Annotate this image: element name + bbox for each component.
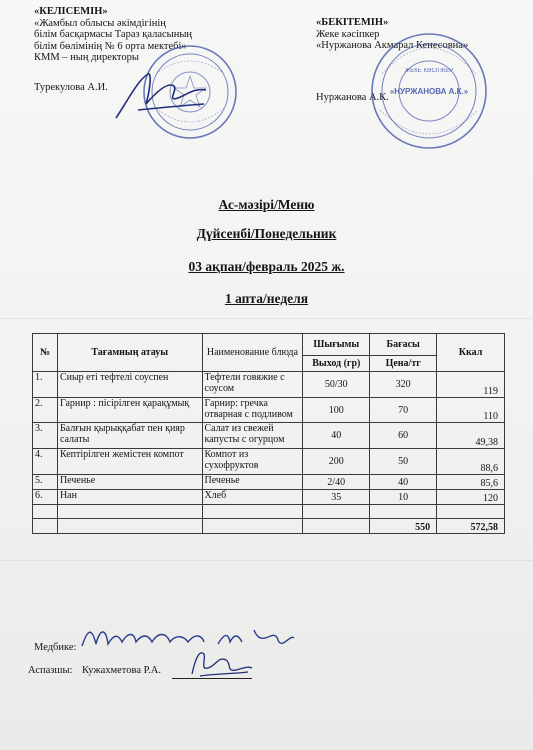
approval-right-signer: Нуржанова А.К. [316, 92, 389, 103]
row-name-ru: Гарнир: гречка отварная с подливом [202, 398, 303, 423]
approval-left-line: КММ – ның директоры [34, 52, 139, 64]
table-row [33, 423, 505, 449]
total-row [33, 519, 505, 534]
row-price: 40 [370, 475, 437, 490]
stamp-text-center: «НУРЖАНОВА А.К.» [389, 87, 469, 96]
row-price: 60 [370, 423, 437, 449]
row-number: 5. [33, 475, 58, 490]
director-signature [108, 60, 218, 130]
row-name-kz: Печенье [57, 475, 202, 490]
day-title: Дүйсенбі/Понедельник [196, 226, 337, 241]
row-kcal: 88,6 [437, 449, 505, 475]
table-row [33, 449, 505, 475]
approval-right-line: Жеке кәсіпкер [316, 28, 380, 40]
row-kcal: 110 [437, 398, 505, 423]
row-name-kz: Сиыр еті тефтелі соуспен [57, 372, 202, 398]
table-row-empty [33, 505, 505, 519]
header-number: № [33, 334, 58, 372]
row-price: 10 [370, 490, 437, 505]
row-name-ru: Компот из сухофруктов [202, 449, 303, 475]
row-name-ru: Хлеб [202, 490, 303, 505]
row-price: 320 [370, 372, 437, 398]
table-row [33, 475, 505, 490]
row-yield: 35 [303, 490, 370, 505]
header-name-ru: Наименование блюда [202, 334, 303, 372]
row-name-ru: Печенье [202, 475, 303, 490]
approval-left-line: «Жамбыл облысы әкімдігінің [34, 17, 166, 29]
nurse-label: Медбике: [34, 642, 77, 653]
header-price-ru: Цена/тг [370, 356, 437, 372]
row-name-kz: Балғын қырыққабат пен қияр салаты [57, 423, 202, 449]
row-name-kz: Гарнир : пісірілген қарақұмық [57, 398, 202, 423]
fold-line [0, 318, 533, 319]
row-price: 50 [370, 449, 437, 475]
approval-right-line: «Нуржанова Акмарал Кенесовна» [316, 40, 469, 52]
row-name-ru: Салат из свежей капусты с огурцом [202, 423, 303, 449]
header-price-kz: Бағасы [370, 334, 437, 356]
approval-left-line: білім бөлімінің № 6 орта мектебі» [34, 40, 187, 52]
row-yield: 2/40 [303, 475, 370, 490]
row-yield: 50/30 [303, 372, 370, 398]
menu-title: Ас-мәзірі/Меню [218, 197, 315, 212]
row-yield: 100 [303, 398, 370, 423]
cook-name: Кужахметова Р.А. [82, 665, 161, 676]
row-kcal: 85,6 [437, 475, 505, 490]
row-kcal: 119 [437, 372, 505, 398]
total-price: 550 [370, 519, 437, 534]
row-number: 1. [33, 372, 58, 398]
row-yield: 200 [303, 449, 370, 475]
row-number: 4. [33, 449, 58, 475]
row-kcal: 120 [437, 490, 505, 505]
approval-left-line: білім басқармасы Тараз қаласының [34, 29, 193, 41]
date-title: 03 ақпан/февраль 2025 ж. [188, 259, 345, 274]
week-title: 1 апта/неделя [224, 291, 309, 306]
table-row [33, 398, 505, 423]
stamp-text-top: ЖЕКЕ КӘСІПКЕР [404, 68, 454, 74]
table-row [33, 490, 505, 505]
header-yield-kz: Шығымы [303, 334, 370, 356]
row-number: 6. [33, 490, 58, 505]
header-yield-ru: Выход (гр) [303, 356, 370, 372]
header-name-kz: Тағамның атауы [57, 334, 202, 372]
fold-line [0, 560, 533, 561]
row-price: 70 [370, 398, 437, 423]
approval-left-heading: «КЕЛІСЕМІН» [34, 6, 108, 17]
cook-label: Аспазшы: [28, 665, 73, 676]
row-name-kz: Кептірілген жемістен компот [57, 449, 202, 475]
total-kcal: 572,58 [437, 519, 505, 534]
row-kcal: 49,38 [437, 423, 505, 449]
row-name-ru: Тефтели говяжие с соусом [202, 372, 303, 398]
approval-left-signer: Турекулова А.И. [34, 82, 108, 93]
menu-table [32, 333, 505, 534]
table-row [33, 372, 505, 398]
row-number: 3. [33, 423, 58, 449]
cook-signature [186, 646, 256, 680]
row-number: 2. [33, 398, 58, 423]
header-kcal: Ккал [437, 334, 505, 372]
entrepreneur-seal-stamp [368, 30, 490, 152]
row-name-kz: Нан [57, 490, 202, 505]
approval-right-heading: «БЕКІТЕМІН» [316, 17, 389, 28]
row-yield: 40 [303, 423, 370, 449]
